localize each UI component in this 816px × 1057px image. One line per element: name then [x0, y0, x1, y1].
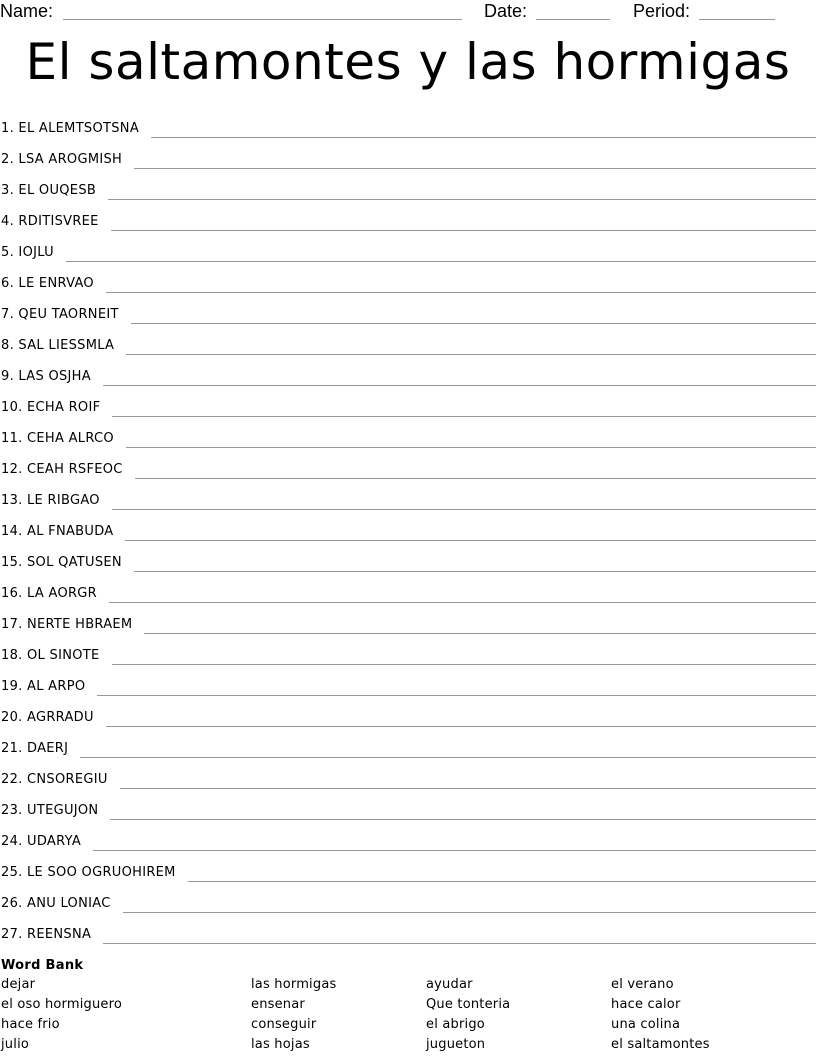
answer-blank[interactable]	[126, 354, 816, 355]
answer-blank[interactable]	[108, 199, 816, 200]
word-bank-item: ayudar	[426, 977, 473, 992]
question-row	[0, 451, 816, 482]
answer-blank[interactable]	[110, 819, 816, 820]
question-row	[0, 141, 816, 172]
question-row	[0, 482, 816, 513]
answer-blank[interactable]	[135, 478, 816, 479]
answer-blank[interactable]	[103, 943, 816, 944]
question-row	[0, 389, 816, 420]
question-row	[0, 761, 816, 792]
question-scrambled-word: 7. QEU TAORNEIT	[1, 307, 119, 322]
question-scrambled-word: 23. UTEGUJON	[1, 803, 99, 818]
question-row	[0, 296, 816, 327]
question-scrambled-word: 6. LE ENRVAO	[1, 276, 94, 291]
word-bank-item: jugueton	[426, 1037, 486, 1052]
date-blank[interactable]	[536, 19, 610, 20]
answer-blank[interactable]	[103, 385, 816, 386]
answer-blank[interactable]	[109, 602, 816, 603]
answer-blank[interactable]	[112, 416, 816, 417]
date-label: Date:	[484, 1, 528, 21]
question-scrambled-word: 24. UDARYA	[1, 834, 82, 849]
question-scrambled-word: 19. AL ARPO	[1, 679, 86, 694]
answer-blank[interactable]	[97, 695, 816, 696]
question-row	[0, 916, 816, 947]
word-bank-item: el abrigo	[426, 1017, 485, 1032]
question-row	[0, 234, 816, 265]
word-bank-item: las hormigas	[251, 977, 337, 992]
question-list	[0, 110, 816, 947]
word-bank-item: el oso hormiguero	[1, 997, 123, 1012]
question-scrambled-word: 3. EL OUQESB	[1, 183, 97, 198]
word-bank-item: una colina	[611, 1017, 681, 1032]
question-row	[0, 575, 816, 606]
answer-blank[interactable]	[151, 137, 816, 138]
question-row	[0, 885, 816, 916]
question-scrambled-word: 18. OL SINOTE	[1, 648, 100, 663]
worksheet-title: El saltamontes y las hormigas	[25, 33, 791, 91]
period-blank[interactable]	[699, 19, 775, 20]
word-bank	[1, 957, 816, 1057]
word-bank-item: ensenar	[251, 997, 305, 1012]
question-scrambled-word: 14. AL FNABUDA	[1, 524, 114, 539]
question-row	[0, 637, 816, 668]
question-scrambled-word: 26. ANU LONIAC	[1, 896, 111, 911]
question-scrambled-word: 4. RDITISVREE	[1, 214, 99, 229]
question-row	[0, 823, 816, 854]
word-bank-item: el saltamontes	[611, 1037, 710, 1052]
question-scrambled-word: 2. LSA AROGMISH	[1, 152, 123, 167]
word-bank-grid	[1, 975, 816, 1057]
question-scrambled-word: 16. LA AORGR	[1, 586, 98, 601]
question-row	[0, 358, 816, 389]
answer-blank[interactable]	[144, 633, 816, 634]
word-bank-item: el verano	[611, 977, 674, 992]
question-scrambled-word: 1. EL ALEMTSOTSNA	[1, 121, 140, 136]
period-label: Period:	[633, 1, 691, 21]
question-row	[0, 203, 816, 234]
question-row	[0, 327, 816, 358]
word-bank-item: las hojas	[251, 1037, 310, 1052]
name-label: Name:	[0, 1, 54, 21]
word-bank-item: conseguir	[251, 1017, 317, 1032]
answer-blank[interactable]	[125, 540, 816, 541]
question-scrambled-word: 10. ECHA ROIF	[1, 400, 101, 415]
question-row	[0, 172, 816, 203]
word-bank-item: hace calor	[611, 997, 681, 1012]
answer-blank[interactable]	[80, 757, 816, 758]
word-bank-item: Que tonteria	[426, 997, 511, 1012]
worksheet-header	[0, 0, 816, 24]
answer-blank[interactable]	[134, 168, 816, 169]
answer-blank[interactable]	[93, 850, 816, 851]
question-row	[0, 854, 816, 885]
question-scrambled-word: 15. SOL QATUSEN	[1, 555, 122, 570]
answer-blank[interactable]	[106, 292, 816, 293]
question-scrambled-word: 21. DAERJ	[1, 741, 69, 756]
answer-blank[interactable]	[112, 509, 816, 510]
question-row	[0, 606, 816, 637]
answer-blank[interactable]	[131, 323, 816, 324]
question-scrambled-word: 20. AGRRADU	[1, 710, 94, 725]
answer-blank[interactable]	[123, 912, 816, 913]
answer-blank[interactable]	[111, 230, 816, 231]
word-bank-title: Word Bank	[1, 958, 84, 973]
answer-blank[interactable]	[106, 726, 816, 727]
question-row	[0, 513, 816, 544]
answer-blank[interactable]	[112, 664, 816, 665]
question-scrambled-word: 22. CNSOREGIU	[1, 772, 108, 787]
word-bank-item: dejar	[1, 977, 36, 992]
question-row	[0, 792, 816, 823]
question-row	[0, 699, 816, 730]
question-row	[0, 544, 816, 575]
question-row	[0, 265, 816, 296]
question-row	[0, 668, 816, 699]
word-bank-item: julio	[1, 1037, 30, 1052]
answer-blank[interactable]	[188, 881, 816, 882]
question-row	[0, 420, 816, 451]
answer-blank[interactable]	[126, 447, 816, 448]
question-row	[0, 730, 816, 761]
name-blank[interactable]	[63, 19, 462, 20]
question-row	[0, 110, 816, 141]
question-scrambled-word: 25. LE SOO OGRUOHIREM	[1, 865, 176, 880]
answer-blank[interactable]	[134, 571, 816, 572]
question-scrambled-word: 5. IOJLU	[1, 245, 54, 260]
question-scrambled-word: 27. REENSNA	[1, 927, 92, 942]
question-scrambled-word: 13. LE RIBGAO	[1, 493, 100, 508]
answer-blank[interactable]	[66, 261, 816, 262]
question-scrambled-word: 11. CEHA ALRCO	[1, 431, 114, 446]
question-scrambled-word: 9. LAS OSJHA	[1, 369, 91, 384]
question-scrambled-word: 12. CEAH RSFEOC	[1, 462, 123, 477]
answer-blank[interactable]	[120, 788, 816, 789]
word-bank-item: hace frio	[1, 1017, 60, 1032]
question-scrambled-word: 17. NERTE HBRAEM	[1, 617, 133, 632]
question-scrambled-word: 8. SAL LIESSMLA	[1, 338, 115, 353]
